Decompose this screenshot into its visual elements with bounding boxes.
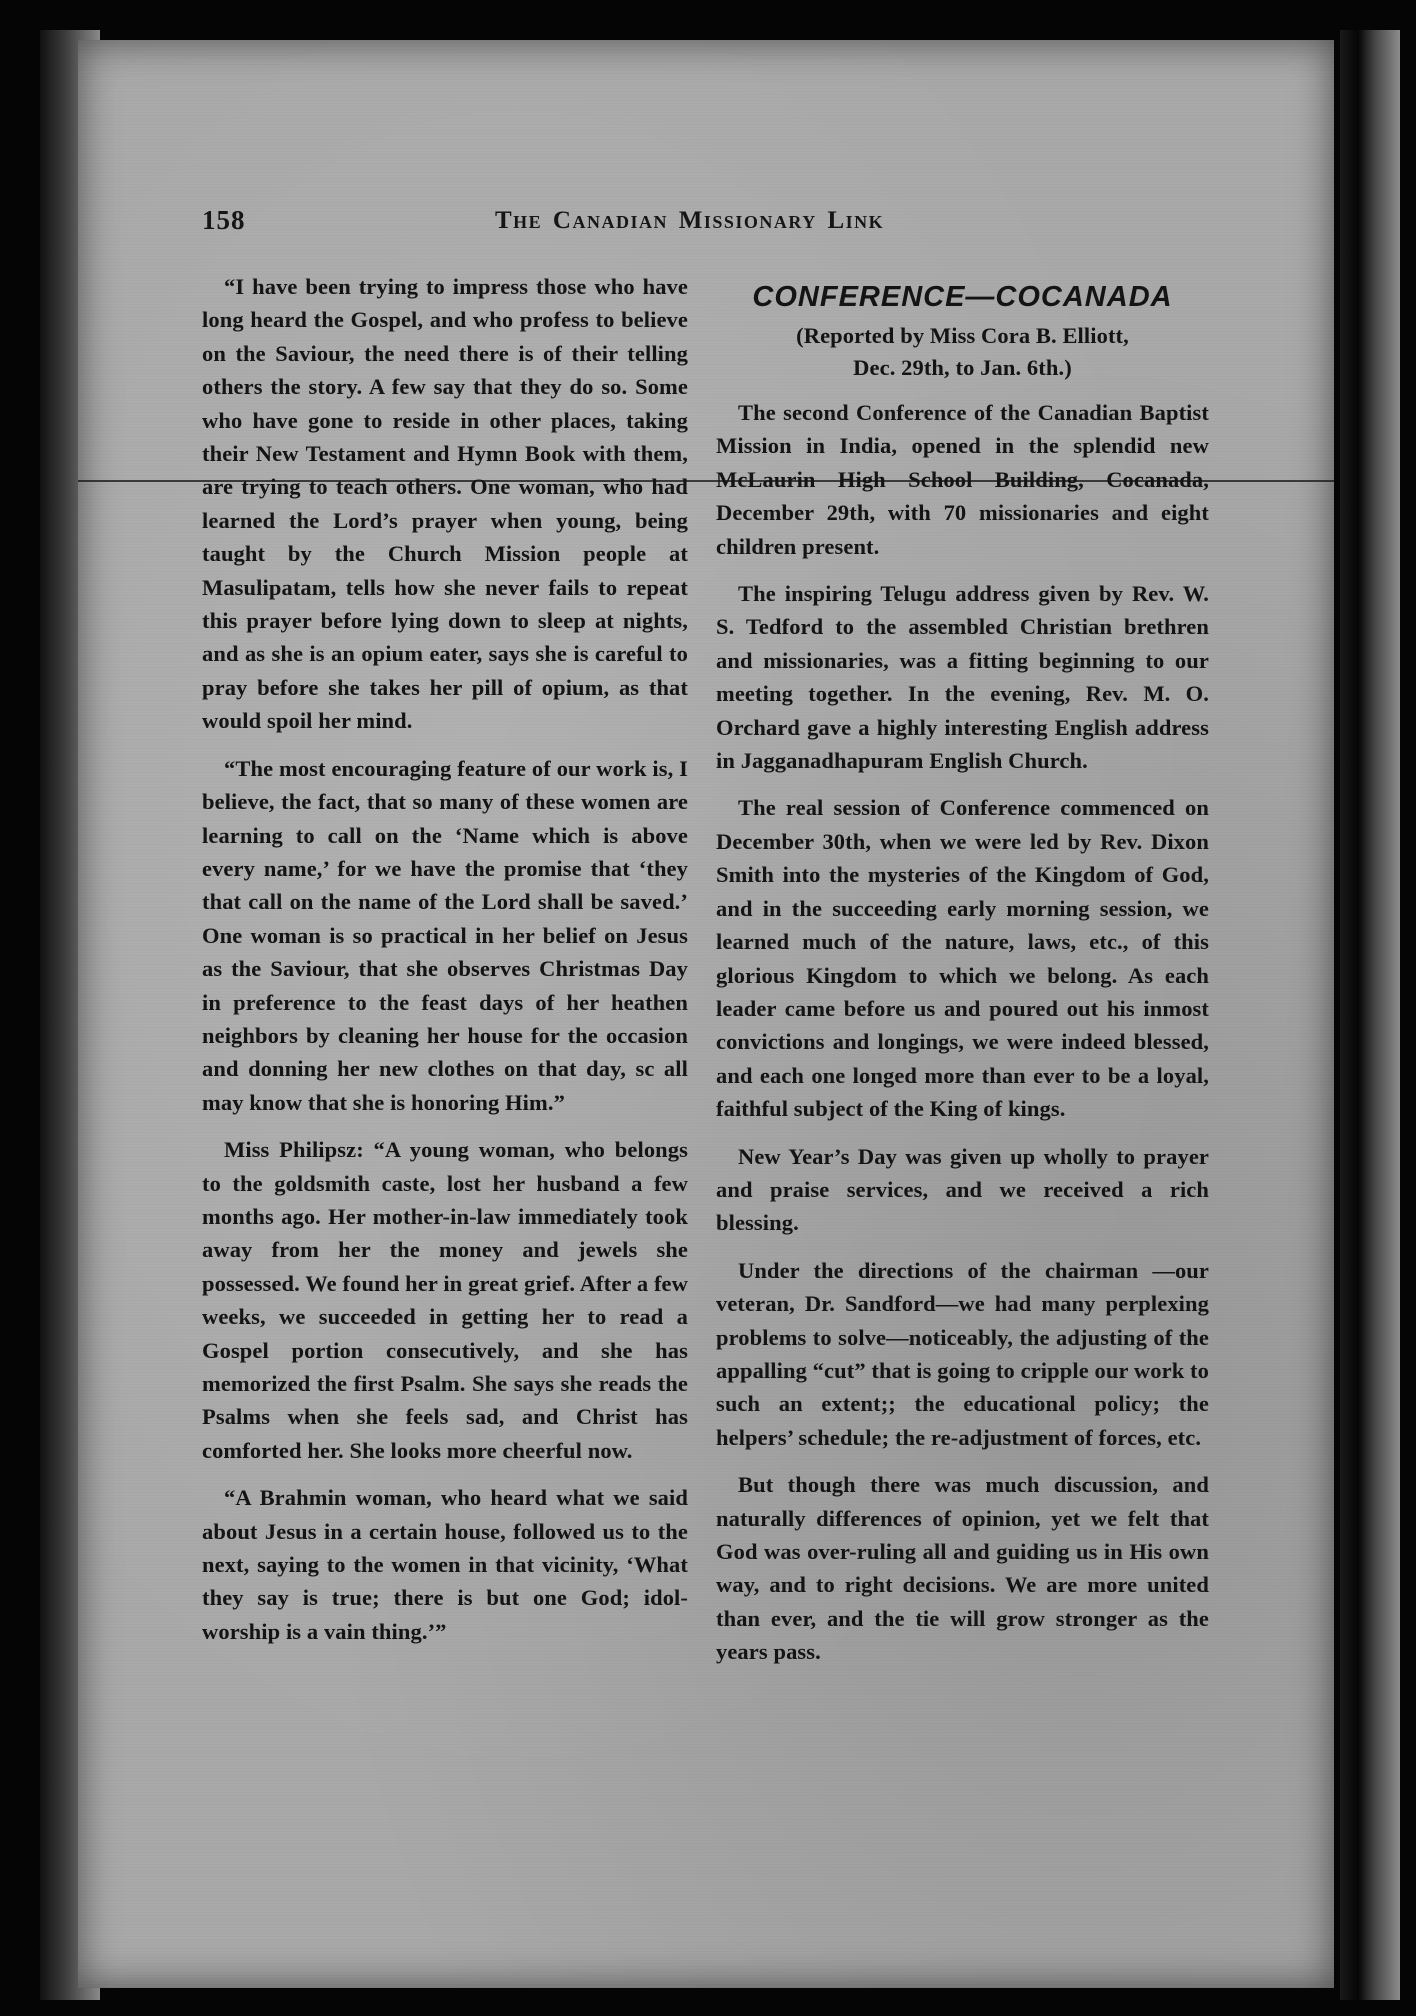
right-paragraph-3: The real session of Conference commenced on December 30th, when we were led by Rev. Dixon Smith into the mysteries of the Kingdom of God, and in the succeeding early morning session, we learned much of the nature, laws, etc., of this glorious Kingdom to which we belong. As each leader came before us and poured out his inmost convictions and longings, we were indeed blessed, and each one longed more than ever to be a loyal, faithful subject of the King of kings. xyxy=(716,795,1209,1122)
right-paragraph-2: The inspiring Telugu address given by Rev. W. S. Tedford to the assembled Christian brethren and missionaries, was a fitting beginning to our meeting together. In the evening, Rev. M. O. Orchard gave a highly interesting English address in Jagganadhapuram English Church. xyxy=(716,581,1209,774)
left-paragraph-1: “I have been trying to impress those who have long heard the Gospel, and who profess to believe on the Saviour, the need there is of their telling others the story. A few say that they do so. Some who have gone to reside in other places, taking their New Testament and Hymn Book with them, are trying to teach others. One woman, who had learned the Lord’s prayer when young, being taught by the Church Mission people at Masulipatam, tells how she never fails to repeat this prayer before lying down to sleep at nights, and as she is an opium eater, says she is careful to pray before she takes her pill of opium, as that would spoil her mind. xyxy=(202,274,688,734)
right-paragraph-6: But though there was much discussion, and naturally differences of opinion, yet we felt that God was over-ruling all and guiding us in His own way, and to right decisions. We are more united than ever, and the tie will grow stronger as the years pass. xyxy=(716,1472,1209,1665)
byline-line-2: Dec. 29th, to Jan. 6th.) xyxy=(853,355,1072,380)
next-page-edge xyxy=(1340,30,1400,2000)
page-header xyxy=(202,205,1202,245)
right-paragraph-1: The second Conference of the Canadian Baptist Mission in India, opened in the splendid new McLaurin High School Building, Cocanada, December 29th, with 70 missionaries and eight children present. xyxy=(716,400,1209,559)
right-paragraph-4: New Year’s Day was given up wholly to prayer and praise services, and we received a rich blessing. xyxy=(716,1143,1209,1236)
article-byline xyxy=(716,320,1209,384)
left-paragraph-3: Miss Philipsz: “A young woman, who belongs to the goldsmith caste, lost her husband a few months ago. Her mother-in-law immediately took away from her the money and jewels she possessed. We found her in great grief. After a few weeks, we succeeded in getting her to read a Gospel portion consecutively, and she has memorized the first Psalm. She says she reads the Psalms when she feels sad, and Christ has comforted her. She looks more cheerful now. xyxy=(202,1137,688,1463)
right-column xyxy=(716,278,1209,1683)
page-number: 158 xyxy=(202,205,246,235)
right-paragraph-5: Under the directions of the chairman —our veteran, Dr. Sandford—we had many perplexing problems to solve—noticeably, the adjusting of the appalling “cut” that is going to cripple our work to such an extent;; the educational policy; the helpers’ schedule; the re-adjustment of forces, etc. xyxy=(716,1257,1209,1450)
left-column xyxy=(202,270,688,1662)
article-title: CONFERENCE—COCANADA xyxy=(752,281,1173,313)
byline-line-1: (Reported by Miss Cora B. Elliott, xyxy=(796,323,1129,348)
running-title: The Canadian Missionary Link xyxy=(495,207,885,234)
left-paragraph-2: “The most encouraging feature of our work is, I believe, the fact, that so many of these women are learning to call on the ‘Name which is above every name,’ for we have the promise that ‘they that call on the name of the Lord shall be saved.’ One woman is so practical in her belief on Jesus as the Saviour, that she observes Christmas Day in preference to the feast days of her heathen neighbors by cleaning her house for the occasion and donning her new clothes on that day, sc all may know that she is honoring Him.” xyxy=(202,755,688,1115)
left-paragraph-4: “A Brahmin woman, who heard what we said about Jesus in a certain house, followed us to the next, saying to the women in that vicinity, ‘What they say is true; there is but one God; idol-worship is a vain thing.’” xyxy=(202,1485,688,1644)
